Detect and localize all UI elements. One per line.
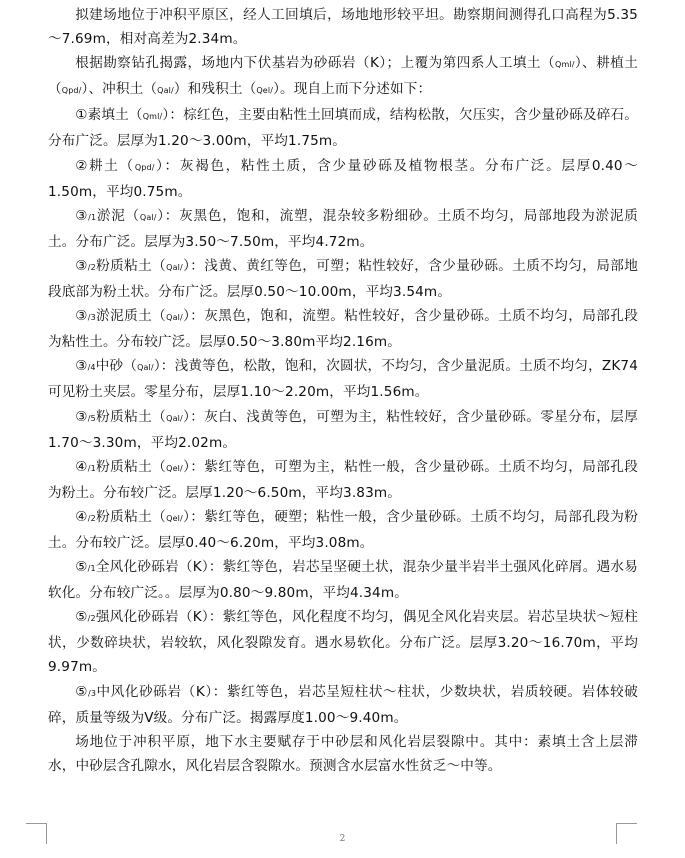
paragraph: [48, 354, 638, 404]
paragraph: [48, 680, 638, 730]
text-run: ③: [75, 257, 88, 274]
text-run: ④: [75, 508, 88, 525]
text-run: ）：浅黄、黄红等色，可塑；粘性较好，含少量砂砾。土质不均匀，局部地段底部为粉土状。分布广泛。层厚0.50～10.00m，平均3.54m。: [48, 257, 638, 301]
text-run: ）、冲积土（: [81, 81, 158, 98]
text-run: ）：灰黑色，饱和，流塑。粘性较好，含少量砂砾。土质不均匀，局部孔段为粘性土。分布较广泛。层厚0.50～3.80m平均2.16m。: [48, 308, 638, 351]
text-run: ④: [75, 458, 88, 475]
subscript-note: /3: [87, 688, 97, 698]
text-run: 淤泥质土（: [95, 308, 167, 325]
text-run: ）和残积土（: [173, 81, 257, 98]
subscript-note: /3: [87, 313, 96, 323]
subscript-note: /2: [87, 513, 96, 523]
subscript-note: /4: [87, 363, 96, 373]
text-run: ）：紫红等色，硬塑；粘性一般，含少量砂砾。土质不均匀，局部孔段为粉土。分布较广泛。层厚0.40～6.20m，平均3.08m。: [48, 508, 638, 551]
subscript-note: Qal/: [166, 262, 183, 272]
paragraph: [48, 3, 638, 51]
text-run: ⑤: [75, 559, 88, 576]
paragraph: [48, 254, 638, 304]
text-run: ①素填土（: [75, 107, 143, 124]
text-run: ③: [75, 308, 88, 325]
text-run: 场地位于冲积平原，地下水主要赋存于中砂层和风化岩层裂隙中。其中：素填土含上层滞水，中砂层含孔隙水，风化岩层含裂隙水。预测含水层富水性贫乏～中等。: [48, 733, 638, 774]
subscript-note: /1: [88, 212, 97, 222]
subscript-note: Qpd/: [61, 86, 82, 96]
subscript-note: /1: [87, 564, 96, 574]
paragraph: [48, 455, 638, 505]
text-run: ）：灰白、浅黄等色，可塑为主，粘性较好，含少量砂砾。零星分布，层厚1.70～3.30m，平均2.02m。: [48, 408, 638, 451]
document-body: [48, 3, 638, 778]
paragraph: [48, 103, 638, 153]
text-run: ③: [75, 358, 88, 375]
subscript-note: Qal/: [157, 86, 174, 96]
text-run: 粉质粘土（: [95, 508, 167, 525]
subscript-note: Qel/: [166, 513, 183, 523]
text-run: ）：棕红色，主要由粘性土回填而成，结构松散，欠压实，含少量砂砾及碎石。分布广泛。层厚为1.20～3.00m，平均1.75m。: [48, 107, 639, 150]
subscript-note: Qel/: [256, 86, 274, 96]
text-run: ）。现自上而下分述如下：: [273, 81, 432, 98]
subscript-note: Qal/: [166, 413, 183, 423]
text-run: 中风化砂砾岩（K）：紫红等色，岩芯呈短柱状～柱状，少数块状，岩质较硬。岩体较破碎，质量等级为Ⅴ级。分布广泛。揭露厚度1.00～9.40m。: [48, 683, 638, 726]
paragraph: [48, 505, 638, 555]
text-run: ③: [75, 408, 88, 425]
text-run: ②耕土（: [75, 157, 135, 174]
paragraph: [48, 204, 638, 254]
subscript-note: /2: [87, 614, 96, 624]
text-run: ）：灰黑色，饱和，流塑，混杂较多粉细砂。土质不均匀，局部地段为淤泥质土。分布广泛。层厚为3.50～7.50m，平均4.72m。: [48, 207, 638, 250]
paragraph: [48, 405, 638, 455]
paragraph: [48, 51, 638, 103]
subscript-note: Qal/: [137, 363, 154, 373]
subscript-note: Qal/: [166, 313, 183, 323]
text-run: ⑤: [75, 683, 88, 700]
paragraph: [48, 154, 638, 204]
text-run: 粉质粘土（: [95, 408, 167, 425]
text-run: 强风化砂砾岩（K）：紫红等色，风化程度不均匀，偶见全风化岩夹层。岩芯呈块状～短柱状，少数碎块状，岩较软，风化裂隙发育。遇水易软化。分布广泛。层厚3.20～16.70m，平均9.97m。: [48, 609, 638, 676]
subscript-note: Qml/: [555, 60, 575, 70]
text-run: 粉质粘土（: [95, 458, 167, 475]
text-run: ）：浅黄等色，松散，饱和，次圆状，不均匀，含少量泥质。土质不均匀，ZK74可见粉土夹层。零星分布，层厚1.10～2.20m，平均1.56m。: [48, 358, 638, 401]
paragraph: [48, 555, 638, 605]
subscript-note: Qml/: [142, 112, 163, 122]
subscript-note: /2: [87, 262, 96, 272]
text-run: 根据勘察钻孔揭露，场地内下伏基岩为砂砾岩（K）；上覆为第四系人工填土（: [75, 55, 555, 72]
text-run: ③: [75, 207, 89, 224]
text-run: ）：紫红等色，可塑为主，粘性一般，含少量砂砾。土质不均匀，局部孔段为粉土。分布较广泛。层厚1.20～6.50m，平均3.83m。: [48, 458, 638, 501]
text-run: 全风化砂砾岩（K）：紫红等色，岩芯呈坚硬土状，混杂少量半岩半土强风化碎屑。遇水易软化。分布较广泛。。层厚为0.80～9.80m，平均4.34m。: [48, 559, 638, 602]
text-run: ）、耕植土（: [48, 55, 638, 98]
text-run: 粉质粘土（: [95, 257, 167, 274]
subscript-note: /5: [87, 413, 96, 423]
paragraph: [48, 730, 638, 778]
page-number: 2: [339, 834, 346, 844]
subscript-note: Qal/: [139, 212, 157, 222]
subscript-note: Qpd/: [134, 162, 155, 172]
text-run: 拟建场地位于冲积平原区，经人工回填后，场地地形较平坦。勘察期间测得孔口高程为5.35～7.69m，相对高差为2.34m。: [48, 7, 638, 48]
text-run: ⑤: [75, 609, 88, 626]
paragraph: [48, 304, 638, 354]
paragraph: [48, 605, 638, 679]
text-run: 中砂（: [95, 358, 138, 375]
subscript-note: /1: [87, 463, 96, 473]
subscript-note: Qel/: [166, 463, 183, 473]
text-run: ）：灰褐色，粘性土质，含少量砂砾及植物根茎。分布广泛。层厚0.40～1.50m，平均0.75m。: [48, 157, 638, 200]
text-run: 淤泥（: [96, 207, 140, 224]
